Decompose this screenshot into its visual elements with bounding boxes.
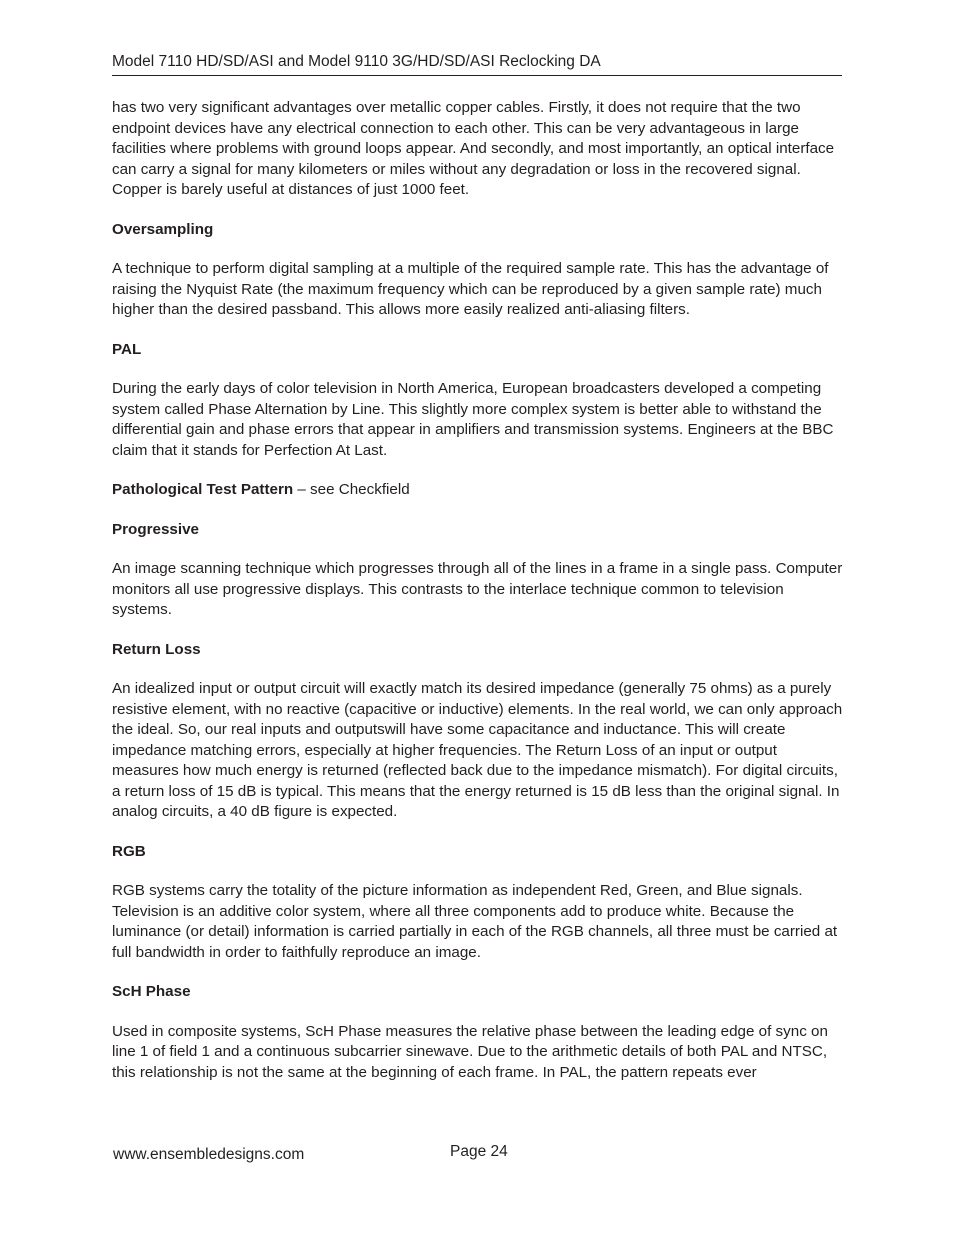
sch-phase-paragraph: Used in composite systems, ScH Phase measures the relative phase between the leading edge of sync on line 1 of field 1 and a continuous subcarrier sinewave. Due to the arithmetic details of both PAL and NTSC, this relationship is not the same at the beginning of each frame. In PAL, the pattern repeats ever — [112, 1022, 828, 1081]
pathological-heading: Pathological Test Pattern — [112, 481, 294, 498]
page-number: Page 24 — [450, 1143, 508, 1160]
return-loss-paragraph: An idealized input or output circuit will exactly match its desired impedance (generally 75 ohms) as a purely resistive element, with no reactive (capacitive or inductive) elements. In the real world, we can only approach the ideal. So, our real inputs and outputswill have some capacitance and inductance. This will create impedance matching errors, especially at higher frequencies. The Return Loss of an input or output measures how much energy is returned (reflected back due to the impedance mismatch). For digital circuits, a return loss of 15 dB is typical. This means that the energy returned is 15 dB less than the original signal. In analog circuits, a 40 dB figure is expected. — [112, 680, 843, 820]
progressive-paragraph: An image scanning technique which progresses through all of the lines in a frame in a single pass. Computer monitors all use progressive displays. This contrasts to the interlace technique common to television systems. — [112, 560, 843, 618]
progressive-heading: Progressive — [112, 520, 199, 538]
page-header: Model 7110 HD/SD/ASI and Model 9110 3G/HD/SD/ASI Reclocking DA — [112, 52, 842, 76]
oversampling-heading: Oversampling — [112, 220, 214, 238]
rgb-paragraph: RGB systems carry the totality of the picture information as independent Red, Green, and Blue signals. Television is an additive color system, where all three components add to produce white. Because the luminance (or detail) information is carried partially in each of the RGB channels, all three must be carried at full bandwidth in order to faithfully reproduce an image. — [112, 882, 838, 961]
pal-paragraph: During the early days of color television in North America, European broadcasters developed a competing system called Phase Alternation by Line. This slightly more complex system is better able to withstand the differential gain and phase errors that appear in amplifiers and transmission systems. Engineers at the BBC claim that it stands for Perfection At Last. — [112, 380, 834, 459]
oversampling-paragraph: A technique to perform digital sampling at a multiple of the required sample rate. This has the advantage of raising the Nyquist Rate (the maximum frequency which can be reproduced by a given sample rate) much higher than the desired passband. This allows more easily realized anti-aliasing filters. — [112, 260, 829, 318]
pal-heading: PAL — [112, 340, 142, 358]
footer-website-link[interactable]: www.ensembledesigns.com — [113, 1146, 305, 1163]
pathological-entry — [112, 480, 847, 501]
pathological-reference: – see Checkfield — [293, 481, 410, 498]
page-content — [112, 98, 847, 1102]
sch-phase-heading: ScH Phase — [112, 983, 191, 1000]
intro-paragraph: has two very significant advantages over metallic copper cables. Firstly, it does not require that the two endpoint devices have any electrical connection to each other. This can be very advantageous in large facilities where problems with ground loops appear. And secondly, and most importantly, an optical interface can carry a signal for many kilometers or miles without any degradation or loss in the recovered signal. Copper is barely useful at distances of just 1000 feet. — [112, 99, 835, 198]
rgb-heading: RGB — [112, 842, 146, 860]
return-loss-heading: Return Loss — [112, 640, 201, 658]
